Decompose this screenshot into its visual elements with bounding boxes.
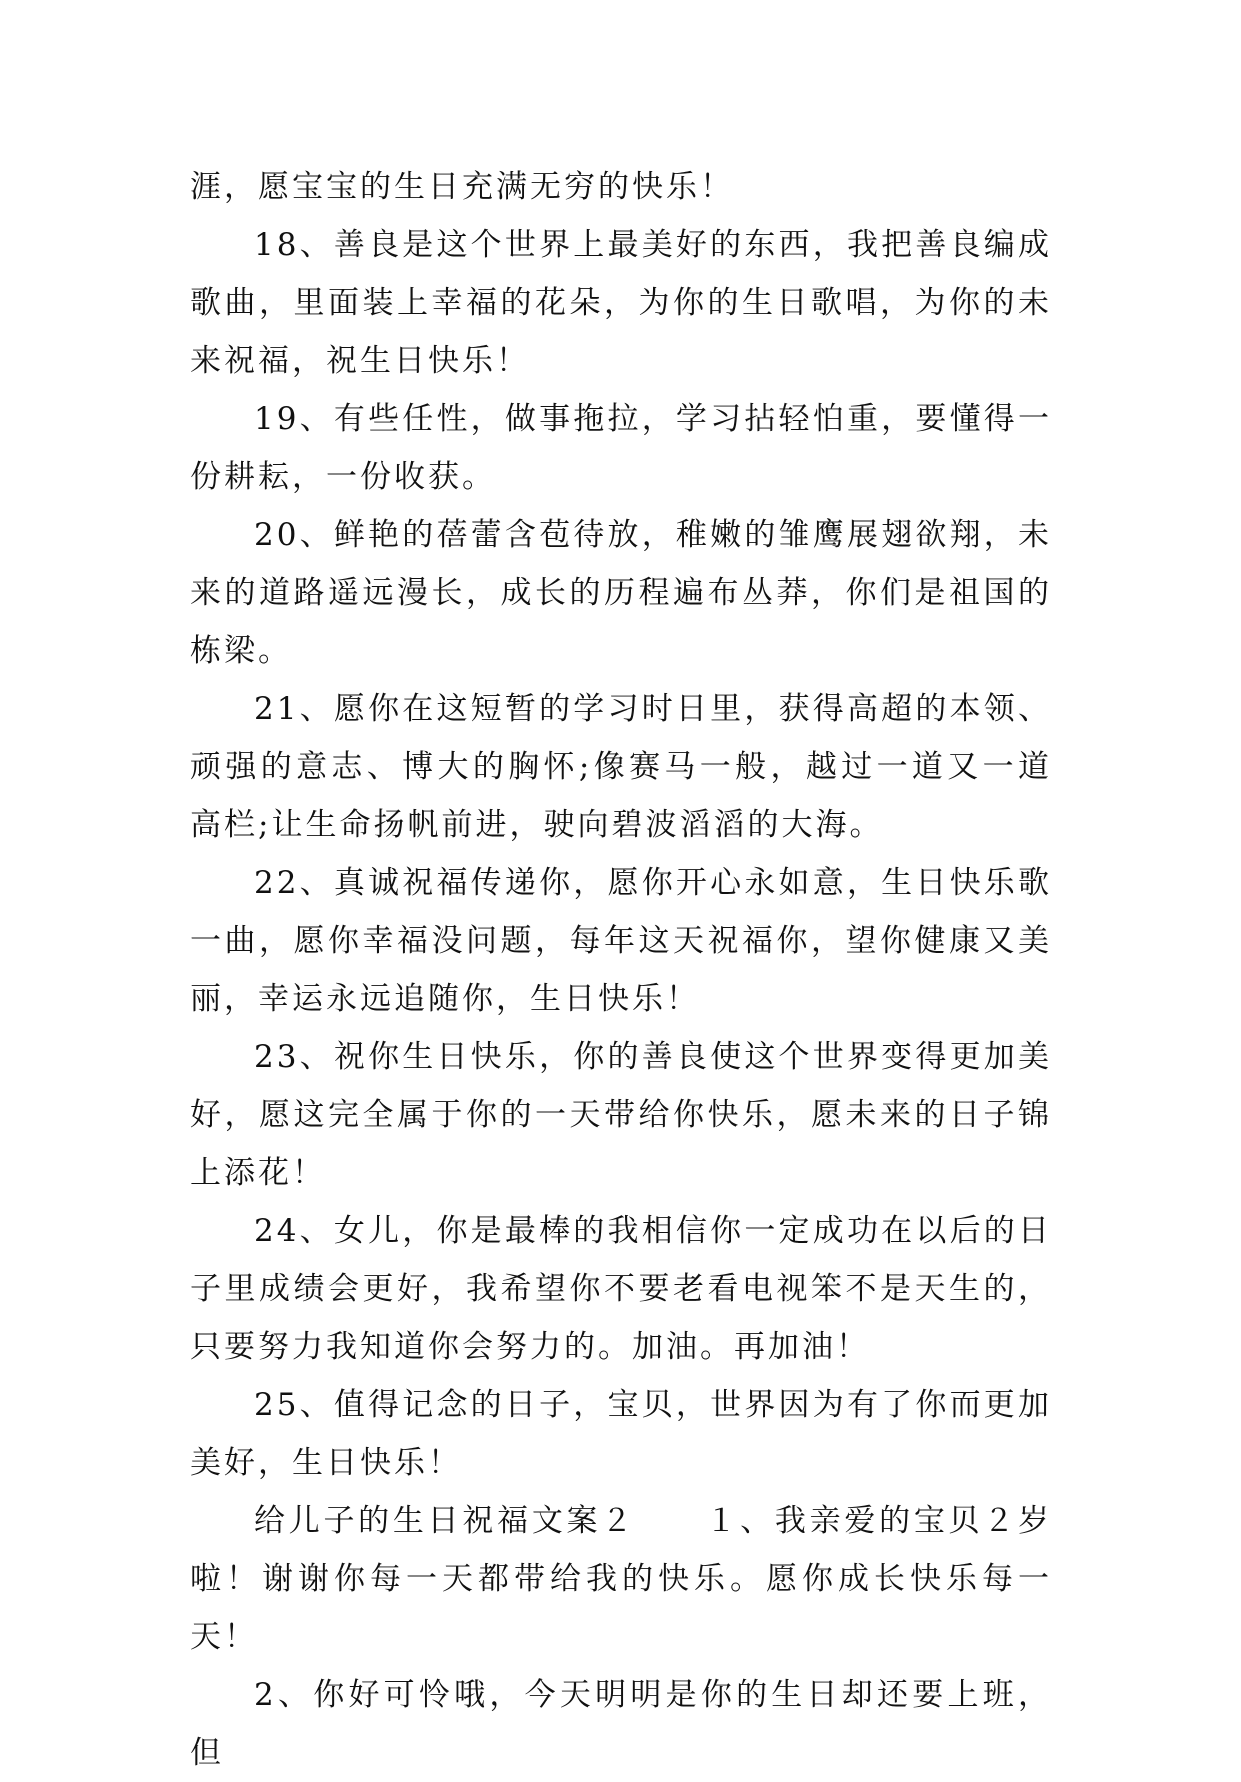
paragraph-20: 20、鲜艳的蓓蕾含苞待放，稚嫩的雏鹰展翅欲翔，未来的道路遥远漫长，成长的历程遍布丛莽，你们是祖国的栋梁。 — [190, 517, 1052, 669]
paragraph-22: 22、真诚祝福传递你，愿你开心永如意，生日快乐歌一曲，愿你幸福没问题，每年这天祝福你，望你健康又美丽，幸运永远追随你，生日快乐！ — [190, 865, 1052, 1017]
document-body — [190, 158, 1052, 1782]
paragraph-21: 21、愿你在这短暂的学习时日里，获得高超的本领、顽强的意志、博大的胸怀;像赛马一般，越过一道又一道高栏;让生命扬帆前进，驶向碧波滔滔的大海。 — [190, 691, 1052, 843]
paragraph-24: 24、女儿，你是最棒的我相信你一定成功在以后的日子里成绩会更好，我希望你不要老看电视笨不是天生的，只要努力我知道你会努力的。加油。再加油！ — [190, 1213, 1052, 1365]
paragraph-section-2: 给儿子的生日祝福文案２ １、我亲爱的宝贝２岁啦！谢谢你每一天都带给我的快乐。愿你成长快乐每一天！ — [190, 1503, 1052, 1655]
paragraph-25: 25、值得记念的日子，宝贝，世界因为有了你而更加美好，生日快乐！ — [190, 1387, 1052, 1481]
paragraph-18: 18、善良是这个世界上最美好的东西，我把善良编成歌曲，里面装上幸福的花朵，为你的生日歌唱，为你的未来祝福，祝生日快乐！ — [190, 227, 1052, 379]
paragraph-2: 2、你好可怜哦，今天明明是你的生日却还要上班，但 — [190, 1677, 1052, 1771]
paragraph-23: 23、祝你生日快乐，你的善良使这个世界变得更加美好，愿这完全属于你的一天带给你快乐，愿未来的日子锦上添花！ — [190, 1039, 1052, 1191]
paragraph-19: 19、有些任性，做事拖拉，学习拈轻怕重，要懂得一份耕耘，一份收获。 — [190, 401, 1052, 495]
paragraph-continuation: 涯，愿宝宝的生日充满无穷的快乐！ — [190, 169, 734, 205]
